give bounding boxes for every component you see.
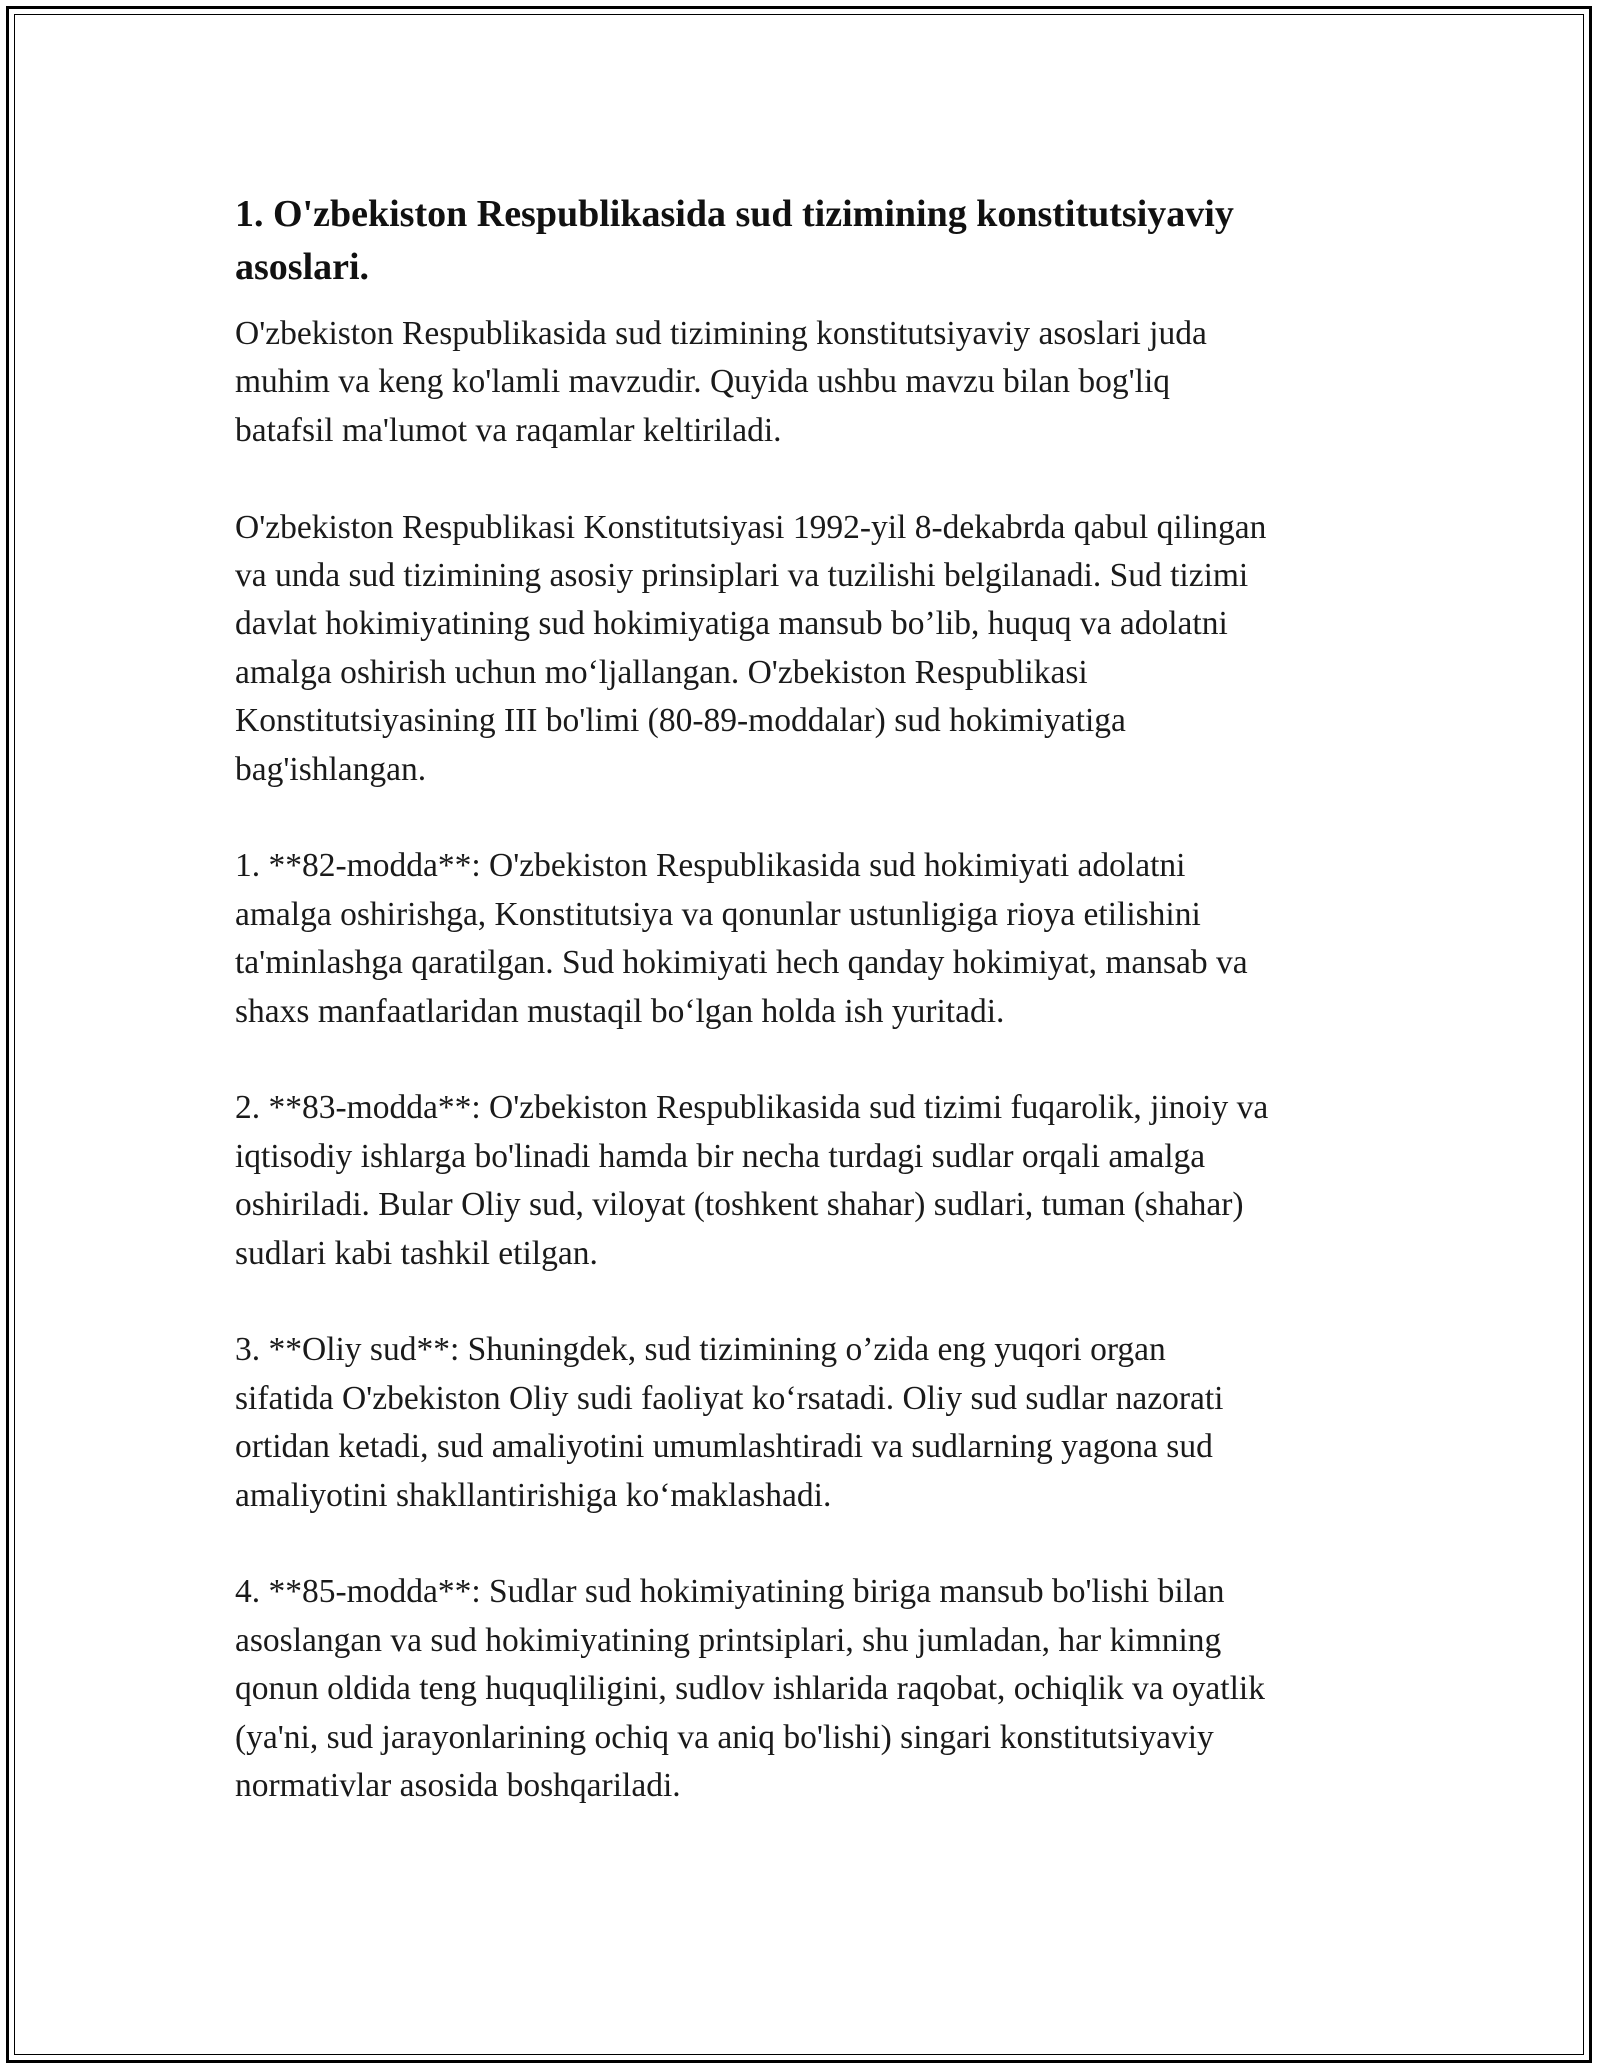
paragraph-intro: O'zbekiston Respublikasida sud tizimining konstitutsiyaviy asoslari juda muhim va keng ko'lamli mavzudir. Quyida ushbu mavzu bilan bog'liq batafsil ma'lumot va raqamlar keltiriladi. xyxy=(235,315,1207,449)
paragraph-article-83: 2. **83-modda**: O'zbekiston Respublikasida sud tizimi fuqarolik, jinoiy va iqtisodiy ishlarga bo'linadi hamda bir necha turdagi sudlar orqali amalga oshiriladi. Bular Oliy sud, viloyat (toshkent shahar) sudlari, tuman (shahar) sudlari kabi tashkil etilgan. xyxy=(235,1089,1269,1272)
paragraph-constitution: O'zbekiston Respublikasi Konstitutsiyasi 1992-yil 8-dekabrda qabul qilingan va unda sud tizimining asosiy prinsiplari va tuzilishi belgilanadi. Sud tizimi davlat hokimiyatining sud hokimiyatiga mansub bo’lib, huquq va adolatni amalga oshirish uchun moʻljallangan. O'zbekiston Respublikasi Konstitutsiyasining III bo'limi (80-89-moddalar) sud hokimiyatiga bag'ishlangan. xyxy=(235,508,1267,788)
document-title: 1. O'zbekiston Respublikasida sud tizimining konstitutsiyaviy asoslari. xyxy=(235,193,1234,288)
paragraph-article-82: 1. **82-modda**: O'zbekiston Respublikasida sud hokimiyati adolatni amalga oshirishga, Konstitutsiya va qonunlar ustunligiga rioya etilishini ta'minlashga qaratilgan. Sud hokimiyati hech qanday hokimiyat, mansab va shaxs manfaatlaridan mustaqil boʻlgan holda ish yuritadi. xyxy=(235,847,1248,1030)
paragraph-supreme-court: 3. **Oliy sud**: Shuningdek, sud tizimining o’zida eng yuqori organ sifatida O'zbekiston Oliy sudi faoliyat koʻrsatadi. Oliy sud sudlar nazorati ortidan ketadi, sud amaliyotini umumlashtiradi va sudlarning yagona sud amaliyotini shakllantirishiga koʻmaklashadi. xyxy=(235,1331,1224,1514)
document-body xyxy=(235,188,1375,1859)
paragraph-article-85: 4. **85-modda**: Sudlar sud hokimiyatining biriga mansub bo'lishi bilan asoslangan va sud hokimiyatining printsiplari, shu jumladan, har kimning qonun oldida teng huquqliligini, sudlov ishlarida raqobat, ochiqlik va oyatlik (ya'ni, sud jarayonlarining ochiq va aniq bo'lishi) singari konstitutsiyaviy normativlar asosida boshqariladi. xyxy=(235,1573,1265,1805)
